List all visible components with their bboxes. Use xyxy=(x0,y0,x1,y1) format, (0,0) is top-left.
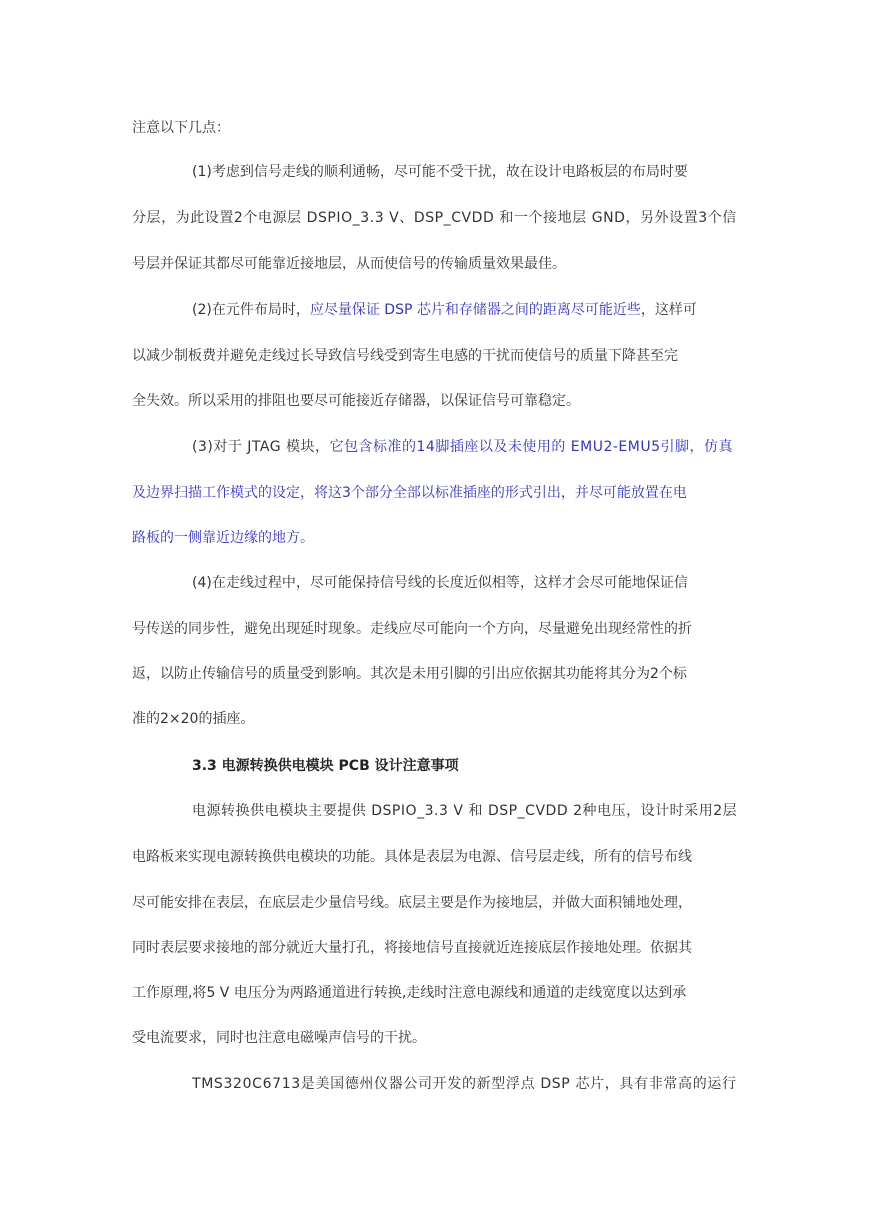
paragraph-2-line-1 xyxy=(192,300,697,320)
paragraph-5-line-1: 电源转换供电模块主要提供 DSPIO_3.3 V 和 DSP_CVDD 2种电压，设计时采用2层 xyxy=(192,803,738,819)
paragraph-5-line-4: 同时表层要求接地的部分就近大量打孔，将接地信号直接就近连接底层作接地处理。依据其 xyxy=(132,940,692,956)
paragraph-3-line-2: 及边界扫描工作模式的设定，将这3个部分全部以标准插座的形式引出，并尽可能放置在电 xyxy=(132,485,687,501)
paragraph-1-line-1: (1)考虑到信号走线的顺利通畅，尽可能不受干扰，故在设计电路板层的布局时要 xyxy=(192,164,688,180)
paragraph-2-suffix: ，这样可 xyxy=(640,302,697,318)
paragraph-6-line-1: TMS320C6713是美国德州仪器公司开发的新型浮点 DSP 芯片，具有非常高的运行 xyxy=(192,1076,737,1092)
intro-text: 注意以下几点： xyxy=(132,120,230,136)
paragraph-2-prefix: (2)在元件布局时， xyxy=(192,302,310,318)
paragraph-5-line-2: 电路板来实现电源转换供电模块的功能。具体是表层为电源、信号层走线，所有的信号布线 xyxy=(132,849,692,865)
paragraph-1-line-3: 号层并保证其都尽可能靠近接地层，从而使信号的传输质量效果最佳。 xyxy=(132,256,566,272)
paragraph-2-highlight: 应尽量保证 DSP 芯片和存储器之间的距离尽可能近些 xyxy=(309,302,641,318)
paragraph-3-highlight: 它包含标准的14脚插座以及未使用的 EMU2-EMU5引脚，仿真 xyxy=(329,439,733,455)
paragraph-5-line-3: 尽可能安排在表层，在底层走少量信号线。底层主要是作为接地层，并做大面积铺地处理， xyxy=(132,895,692,911)
paragraph-3-prefix: (3)对于 JTAG 模块， xyxy=(192,439,330,455)
paragraph-4-line-2: 号传送的同步性，避免出现延时现象。走线应尽可能向一个方向，尽量避免出现经常性的折 xyxy=(132,621,692,637)
section-heading: 3.3 电源转换供电模块 PCB 设计注意事项 xyxy=(192,758,459,774)
paragraph-4-line-3: 返，以防止传输信号的质量受到影响。其次是未用引脚的引出应依据其功能将其分为2个标 xyxy=(132,666,687,682)
paragraph-5-line-5: 工作原理,将5 V 电压分为两路通道进行转换,走线时注意电源线和通道的走线宽度以达到承 xyxy=(132,985,687,1001)
paragraph-4-line-4: 准的2×20的插座。 xyxy=(132,711,255,727)
paragraph-3-line-3: 路板的一侧靠近边缘的地方。 xyxy=(132,530,314,546)
paragraph-4-line-1: (4)在走线过程中，尽可能保持信号线的长度近似相等，这样才会尽可能地保证信 xyxy=(192,575,688,591)
paragraph-2-line-3: 全失效。所以采用的排阻也要尽可能接近存储器，以保证信号可靠稳定。 xyxy=(132,393,580,409)
paragraph-1-line-2: 分层，为此设置2个电源层 DSPIO_3.3 V、DSP_CVDD 和一个接地层 GND，另外设置3个信 xyxy=(132,210,737,226)
paragraph-2-line-2: 以减少制板费并避免走线过长导致信号线受到寄生电感的干扰而使信号的质量下降甚至完 xyxy=(132,348,678,364)
paragraph-3-line-1 xyxy=(192,437,733,457)
paragraph-5-line-6: 受电流要求，同时也注意电磁噪声信号的干扰。 xyxy=(132,1030,426,1046)
